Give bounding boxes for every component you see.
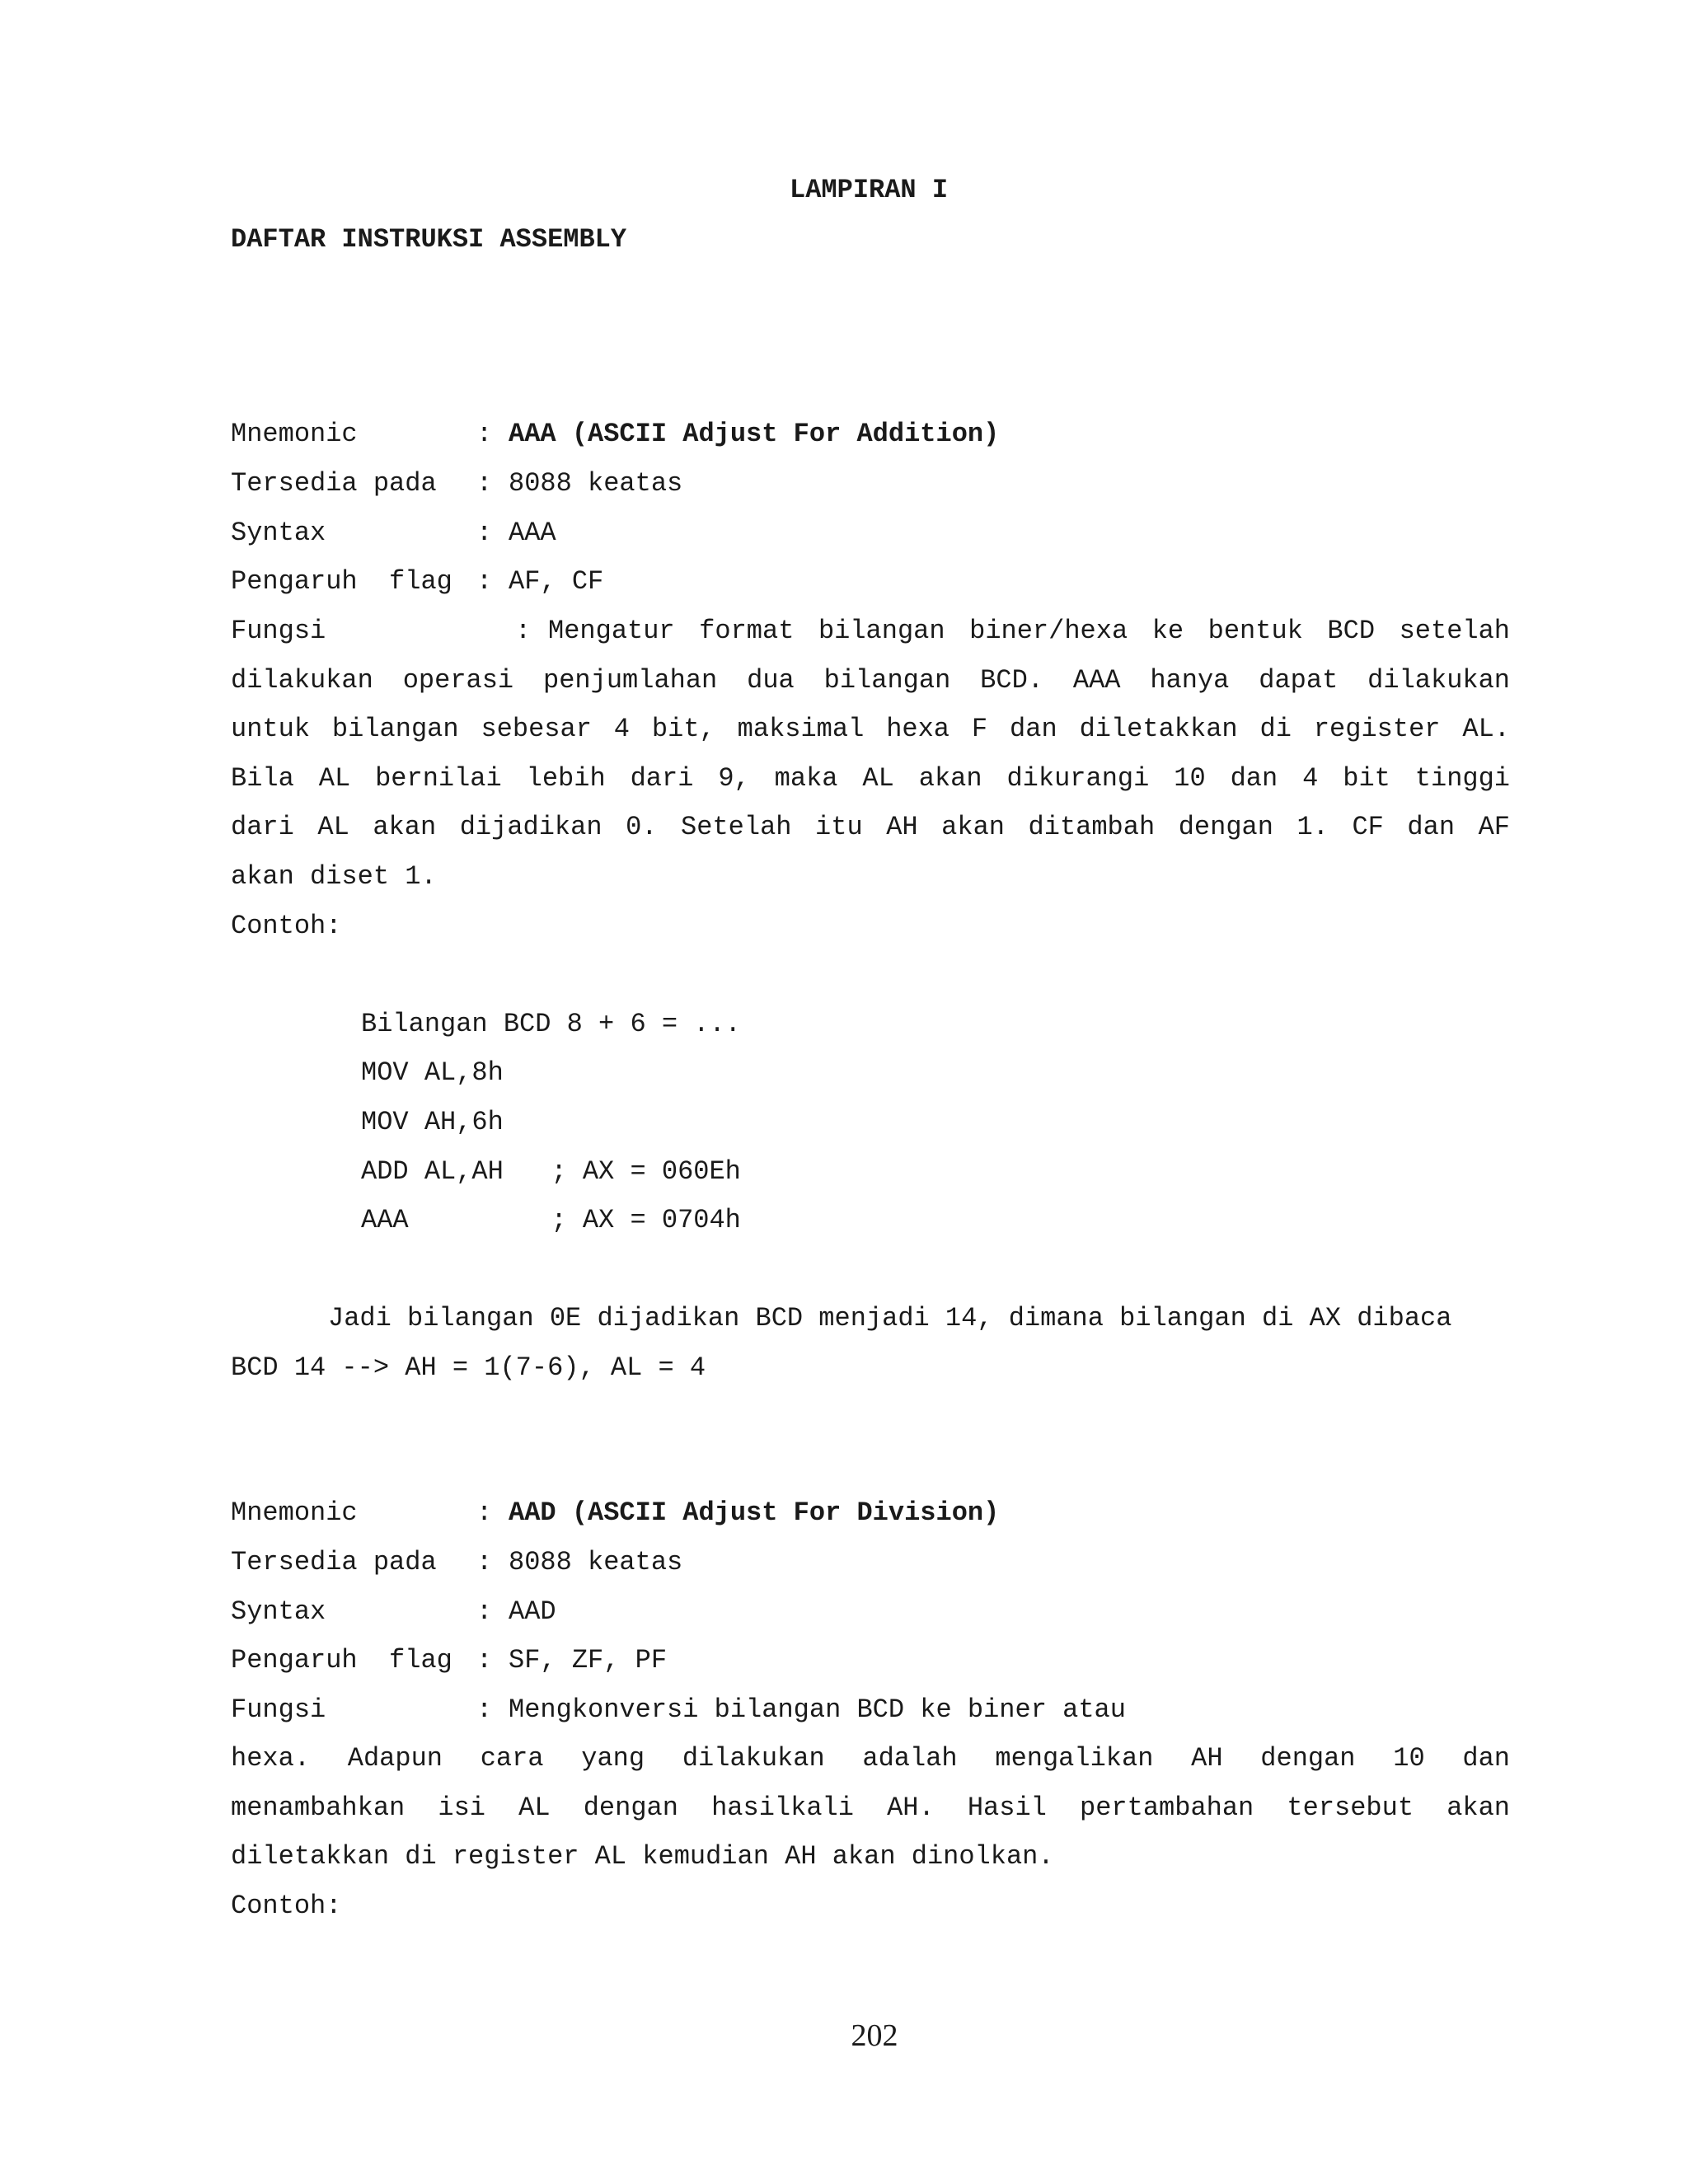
function-text-line: hexa. Adapun cara yang dilakukan adalah mengalikan AH dengan 10 dan (231, 1743, 1510, 1774)
colon: : (476, 468, 493, 499)
colon: : (515, 616, 532, 646)
syntax-value: AAD (509, 1596, 556, 1627)
function-label: Fungsi (231, 616, 326, 646)
function-text-line: Bila AL bernilai lebih dari 9, maka AL akan dikurangi 10 dan 4 bit tinggi (231, 763, 1510, 794)
syntax-label: Syntax (231, 1596, 326, 1627)
colon: : (476, 1596, 493, 1627)
function-text-line: untuk bilangan sebesar 4 bit, maksimal hexa F dan diletakkan di register AL. (231, 714, 1510, 744)
function-text-last-line: akan diset 1. (231, 861, 437, 892)
available-value: 8088 keatas (509, 468, 683, 499)
colon: : (476, 1694, 493, 1725)
available-value: 8088 keatas (509, 1547, 683, 1577)
colon: : (476, 1645, 493, 1675)
example-label: Contoh: (231, 911, 342, 941)
page-number: 202 (851, 2018, 898, 2053)
available-label: Tersedia pada (231, 468, 437, 499)
syntax-label: Syntax (231, 518, 326, 548)
mnemonic-value: AAD (ASCII Adjust For Division) (509, 1497, 1000, 1528)
colon: : (476, 419, 493, 449)
appendix-title: LAMPIRAN I (790, 175, 949, 205)
function-text-last-line: diletakkan di register AL kemudian AH akan dinolkan. (231, 1841, 1054, 1872)
colon: : (476, 1497, 493, 1528)
flag-label: Pengaruh flag (231, 566, 452, 597)
function-text-line: menambahkan isi AL dengan hasilkali AH. Hasil pertambahan tersebut akan (231, 1793, 1510, 1823)
note-line: BCD 14 --> AH = 1(7-6), AL = 4 (231, 1352, 706, 1383)
section-title: DAFTAR INSTRUKSI ASSEMBLY (231, 224, 627, 255)
mnemonic-label: Mnemonic (231, 419, 358, 449)
code-line: Bilangan BCD 8 + 6 = ... (361, 1009, 741, 1039)
code-line: AAA ; AX = 0704h (361, 1205, 741, 1235)
function-text-line: dari AL akan dijadikan 0. Setelah itu AH akan ditambah dengan 1. CF dan AF (231, 812, 1510, 842)
code-line: ADD AL,AH ; AX = 060Eh (361, 1156, 741, 1187)
function-label: Fungsi (231, 1694, 326, 1725)
function-text-first-line: Mengkonversi bilangan BCD ke biner atau (509, 1694, 1126, 1725)
flag-value: AF, CF (509, 566, 604, 597)
code-line: MOV AH,6h (361, 1107, 504, 1137)
colon: : (476, 518, 493, 548)
note-line: Jadi bilangan 0E dijadikan BCD menjadi 14, dimana bilangan di AX dibaca (328, 1303, 1452, 1333)
colon: : (476, 566, 493, 597)
mnemonic-label: Mnemonic (231, 1497, 358, 1528)
function-text-first-line: Mengatur format bilangan biner/hexa ke bentuk BCD setelah (548, 616, 1510, 646)
mnemonic-value: AAA (ASCII Adjust For Addition) (509, 419, 1000, 449)
colon: : (476, 1547, 493, 1577)
code-line: MOV AL,8h (361, 1057, 504, 1088)
available-label: Tersedia pada (231, 1547, 437, 1577)
flag-label: Pengaruh flag (231, 1645, 452, 1675)
function-text-line: dilakukan operasi penjumlahan dua bilangan BCD. AAA hanya dapat dilakukan (231, 665, 1510, 696)
flag-value: SF, ZF, PF (509, 1645, 668, 1675)
example-label: Contoh: (231, 1891, 342, 1921)
syntax-value: AAA (509, 518, 556, 548)
